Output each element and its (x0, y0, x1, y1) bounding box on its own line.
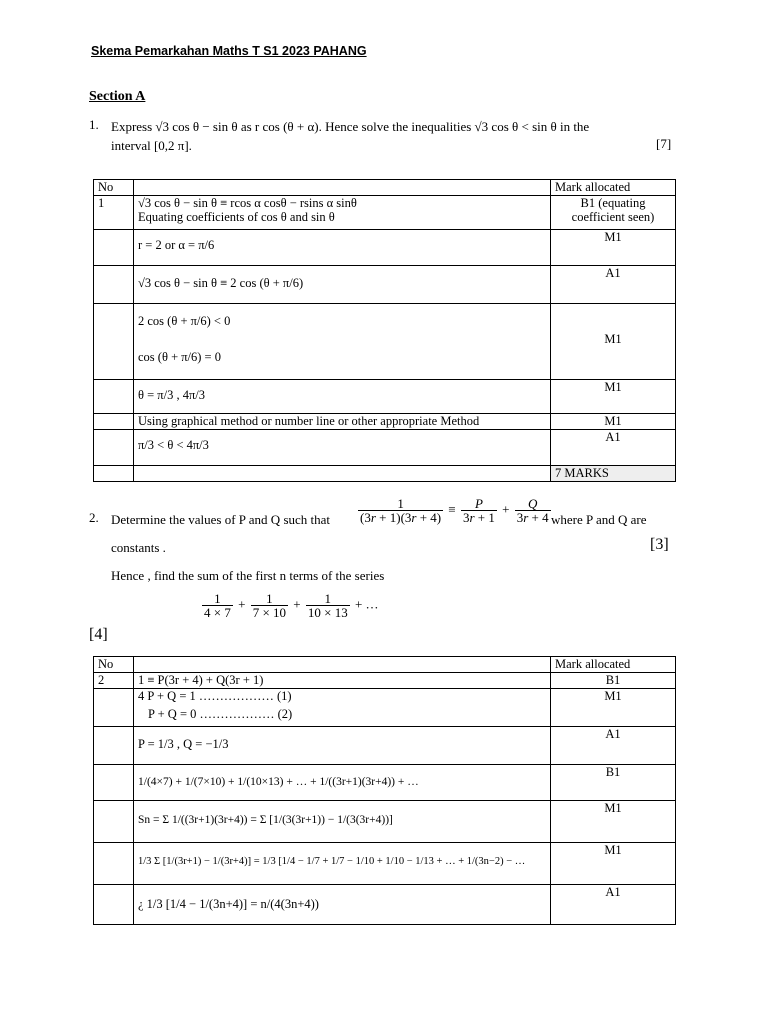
question-1-number: 1. (89, 117, 99, 132)
table-row: r = 2 or α = π/6 M1 (94, 230, 676, 266)
question-2-number: 2. (89, 510, 99, 525)
question-2-text-a: Determine the values of P and Q such that (111, 512, 331, 527)
total-marks-cell: 7 MARKS (551, 466, 676, 482)
question-1-line1: Express √3 cos θ − sin θ as r cos (θ + α). Hence solve the inequalities √3 cos θ < sin θ in the (111, 119, 590, 134)
table-row: π/3 < θ < 4π/3 A1 (94, 430, 676, 466)
section-heading: Section A (89, 89, 146, 104)
table-row: 2 cos (θ + π/6) < 0 cos (θ + π/6) = 0 M1 (94, 304, 676, 380)
question-2-text-c: constants . (111, 540, 166, 555)
question-2-text-b: where P and Q are (551, 512, 647, 527)
question-2-marks-b: [4] (89, 626, 108, 643)
table-row: 1 √3 cos θ − sin θ ≡ rcos α cosθ − rsins α sinθ Equating coefficients of cos θ and sin θ B1 (equating coefficient seen) (94, 196, 676, 230)
table-row: 2 1 ≡ P(3r + 4) + Q(3r + 1) B1 (94, 673, 676, 689)
table-header-row (94, 180, 676, 196)
question-2-identity: $\frac{1}{(3r + 1)(3r + 4)}$ ≡ $\frac{P}{3r + 1}$ + $\frac{Q}{3r + 4}$ (360, 496, 549, 525)
table-row: θ = π/3 , 4π/3 M1 (94, 380, 676, 414)
q1-marking-table (93, 179, 676, 482)
table-row: √3 cos θ − sin θ ≡ 2 cos (θ + π/6) A1 (94, 266, 676, 304)
header-mark: Mark allocated (551, 657, 676, 673)
table-row: 1/(4×7) + 1/(7×10) + 1/(10×13) + … + 1/((3r+1)(3r+4)) + … B1 (94, 765, 676, 801)
question-2-marks-a: [3] (650, 536, 669, 553)
table-row (94, 466, 676, 482)
header-mark: Mark allocated (551, 180, 676, 196)
table-header-row (94, 657, 676, 673)
question-2-text-d: Hence , find the sum of the first n terms of the series (111, 568, 385, 583)
question-1-line2: interval [0,2 π]. (111, 138, 192, 153)
table-row: Using graphical method or number line or other appropriate Method M1 (94, 414, 676, 430)
table-row: ¿ 1/3 [1/4 − 1/(3n+4)] = n/(4(3n+4)) A1 (94, 885, 676, 925)
question-1-text (111, 117, 671, 155)
table-row: 1/3 Σ [1/(3r+1) − 1/(3r+4)] = 1/3 [1/4 − 1/7 + 1/7 − 1/10 + 1/10 − 1/13 + … + 1/(3n−2) − … M1 (94, 843, 676, 885)
question-1-marks: [7] (656, 136, 672, 151)
header-no: No (94, 180, 134, 196)
q2-marking-table (93, 656, 676, 925)
table-row: Sn = Σ 1/((3r+1)(3r+4)) = Σ [1/(3(3r+1)) − 1/(3(3r+4))] M1 (94, 801, 676, 843)
document-title: Skema Pemarkahan Maths T S1 2023 PAHANG (91, 44, 367, 58)
question-2-series: $\frac{1}{4 \times 7}$ + $\frac{1}{7 \times 10}$ + $\frac{1}{10 \times 13}$ + … (204, 591, 379, 620)
header-no: No (94, 657, 134, 673)
table-row: 4 P + Q = 1 ……………… (1) P + Q = 0 ……………… (2) M1 (94, 689, 676, 727)
table-row: P = 1/3 , Q = −1/3 A1 (94, 727, 676, 765)
